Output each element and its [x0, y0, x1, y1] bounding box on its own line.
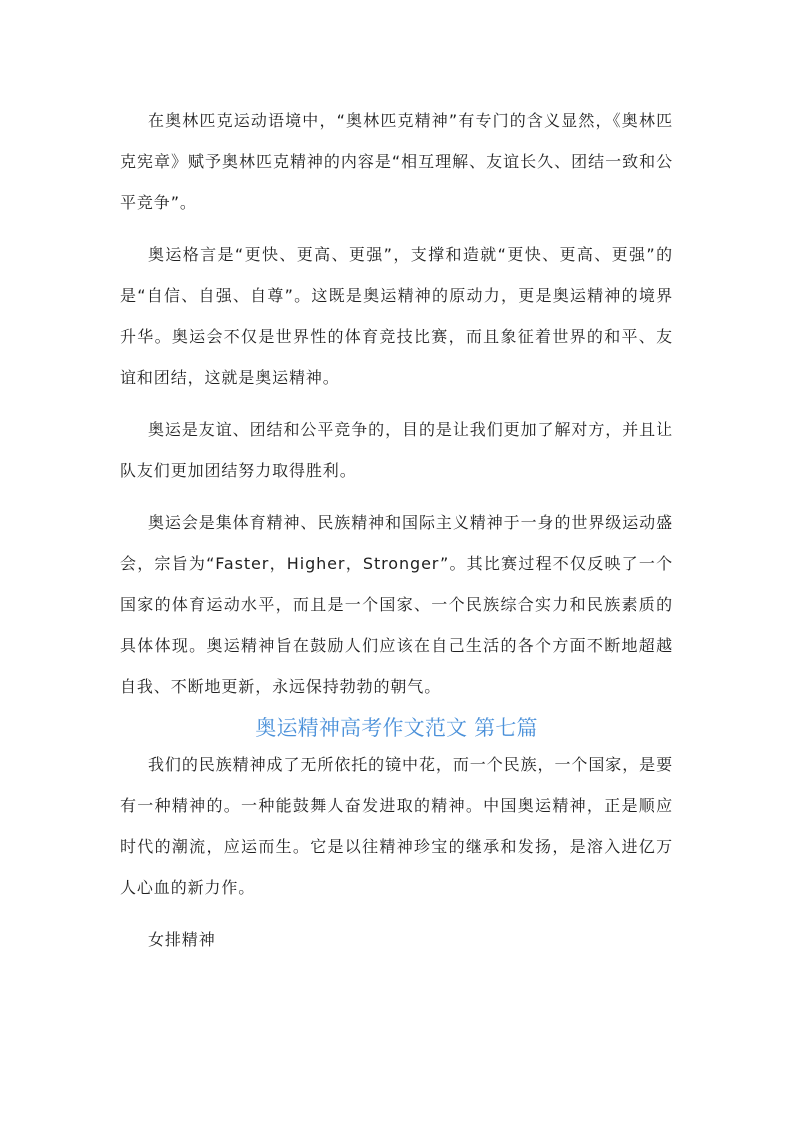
paragraph-national-spirit: 我们的民族精神成了无所依托的镜中花，而一个民族，一个国家，是要有一种精神的。一种能鼓舞人奋发进取的精神。中国奥运精神，正是顺应时代的潮流，应运而生。它是以往精神珍宝的继承和发扬，是溶入进亿万人心血的新力作。 [120, 755, 673, 897]
paragraph-friendship-unity: 奥运是友谊、团结和公平竞争的，目的是让我们更加了解对方，并且让队友们更加团结努力取得胜利。 [120, 420, 673, 480]
paragraph-olympic-charter: 在奥林匹克运动语境中，“奥林匹克精神”有专门的含义显然，《奥林匹克宪章》赋予奥林匹克精神的内容是“相互理解、友谊长久、团结一致和公平竞争”。 [120, 111, 673, 212]
paragraph-olympic-games-purpose: 奥运会是集体育精神、民族精神和国际主义精神于一身的世界级运动盛会，宗旨为“Faster，Higher，Stronger”。其比赛过程不仅反映了一个国家的体育运动水平，而且是一个国家、一个民族综合实力和民族素质的具体体现。奥运精神旨在鼓励人们应该在自己生活的各个方面不断地超越自我、不断地更新，永远保持勃勃的朝气。 [120, 513, 673, 696]
paragraph-olympic-motto: 奥运格言是“更快、更高、更强”，支撑和造就“更快、更高、更强”的是“自信、自强、自尊”。这既是奥运精神的原动力，更是奥运精神的境界升华。奥运会不仅是世界性的体育竞技比赛，而且象征着世界的和平、友谊和团结，这就是奥运精神。 [120, 245, 673, 387]
document-body [120, 100, 673, 971]
paragraph-women-volleyball-spirit: 女排精神 [148, 930, 216, 949]
section-heading: 奥运精神高考作文范文 第七篇 [255, 716, 538, 740]
